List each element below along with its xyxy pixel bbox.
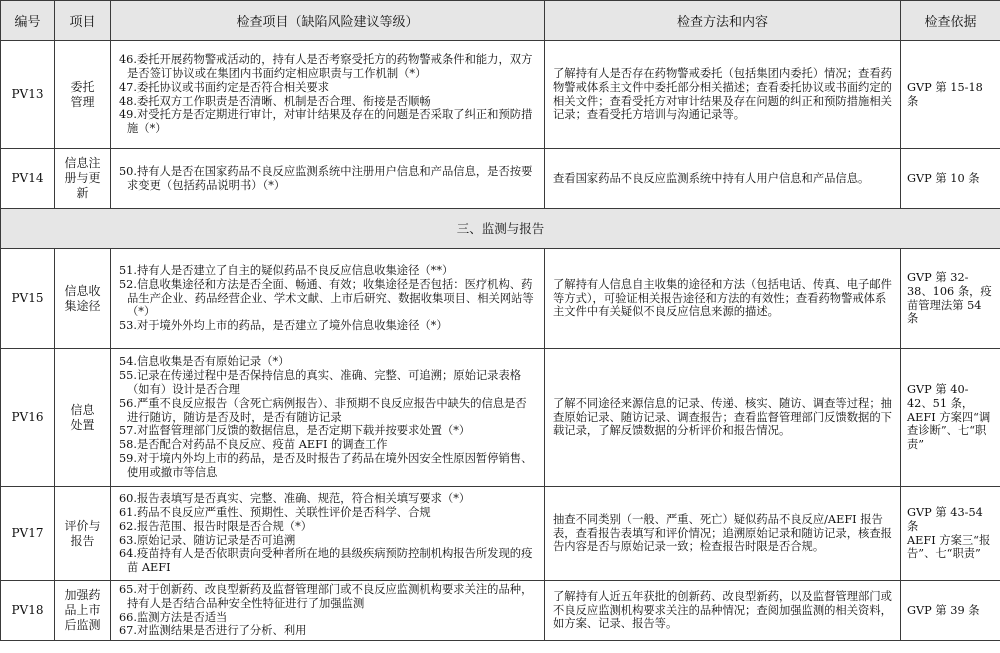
table-row-pv18	[1, 581, 1000, 641]
row-items	[111, 149, 545, 209]
row-basis: GVP 第 43-54 条 AEFI 方案三“报告”、七“职责”	[901, 487, 1000, 581]
check-item: 61.药品不良反应严重性、预期性、关联性评价是否科学、合规	[119, 505, 431, 519]
check-item: 67.对监测结果是否进行了分析、利用	[119, 624, 307, 638]
row-basis: GVP 第 10 条	[901, 149, 1000, 209]
check-item: 55.记录在传递过程中是否保持信息的真实、准确、完整、可追溯；原始记录表格（如有）设计是否合理	[119, 369, 522, 396]
row-method: 了解持有人近五年获批的创新药、改良型新药，以及监督管理部门或不良反应监测机构要求关注的品种情况；查阅加强监测的相关资料，如方案、记录、报告等。	[545, 581, 901, 641]
check-item: 66.监测方法是否适当	[119, 610, 228, 624]
section-row	[1, 209, 1000, 249]
row-method: 抽查不同类别（一般、严重、死亡）疑似药品不良反应/AEFI 报告表，查看报告表填写和评价情况；追溯原始记录和随访记录，核查报告内容是否与原始记录一致；检查报告时限是否合规。	[545, 487, 901, 581]
check-item: 54.信息收集是否有原始记录（*）	[119, 355, 290, 369]
check-item: 50.持有人是否在国家药品不良反应监测系统中注册用户信息和产品信息，是否按要求变更（包括药品说明书）（*）	[119, 164, 533, 192]
header-row	[1, 1, 1000, 41]
header-items: 检查项目（缺陷风险建议等级）	[111, 1, 545, 41]
section-title: 三、监测与报告	[1, 209, 1000, 249]
check-item: 47.委托协议或书面约定是否符合相关要求	[119, 80, 330, 94]
row-method: 了解不同途径来源信息的记录、传递、核实、随访、调查等过程；抽查原始记录、随访记录、调查报告；查看监督管理部门反馈数据的下载记录，了解反馈数据的分析评价和报告情况。	[545, 349, 901, 487]
check-item: 57.对监督管理部门反馈的数据信息，是否定期下载并按要求处置（*）	[119, 424, 471, 438]
row-items	[111, 249, 545, 349]
check-item: 56.严重不良反应报告（含死亡病例报告）、非预期不良反应报告中缺失的信息是否进行随访，随访是否及时，是否有随访记录	[119, 396, 527, 424]
row-items	[111, 41, 545, 149]
row-method: 了解持有人信息自主收集的途径和方法（包括电话、传真、电子邮件等方式），可验证相关报告途径和方法的有效性；查看药物警戒体系主文件中有关疑似不良反应信息来源的描述。	[545, 249, 901, 349]
check-item: 52.信息收集途径和方法是否全面、畅通、有效；收集途径是否包括：医疗机构、药品生产企业、药品经营企业、学术文献、上市后研究、数据收集项目、相关网站等（*）	[119, 277, 534, 319]
check-item: 46.委托开展药物警戒活动的，持有人是否考察受托方的药物警戒条件和能力，双方是否签订协议或在集团内书面约定相应职责与工作机制（*）	[119, 53, 533, 80]
row-items	[111, 487, 545, 581]
table-row-pv13	[1, 41, 1000, 149]
header-method: 检查方法和内容	[545, 1, 901, 41]
check-item: 65.对于创新药、改良型新药及监督管理部门或不良反应监测机构要求关注的品种，持有人是否结合品种安全性特征进行了加强监测	[119, 582, 533, 610]
table-row-pv14	[1, 149, 1000, 209]
row-code: PV18	[1, 581, 55, 641]
check-item: 51.持有人是否建立了自主的疑似药品不良反应信息收集途径（**）	[119, 264, 454, 277]
row-code: PV14	[1, 149, 55, 209]
row-category: 信息注 册与更 新	[55, 149, 111, 209]
table-row-pv16	[1, 349, 1000, 487]
header-basis: 检查依据	[901, 1, 1000, 41]
check-item: 49.对受托方是否定期进行审计，对审计结果及存在的问题是否采取了纠正和预防措施（*）	[119, 108, 533, 136]
header-code: 编号	[1, 1, 55, 41]
check-item: 60.报告表填写是否真实、完整、准确、规范，符合相关填写要求（*）	[119, 492, 471, 506]
check-item: 58.是否配合对药品不良反应、疫苗 AEFI 的调查工作	[119, 438, 388, 452]
table-row-pv17	[1, 487, 1000, 581]
check-item: 53.对于境外外均上市的药品，是否建立了境外信息收集途径（*）	[119, 319, 448, 333]
check-item: 48.委托双方工作职责是否清晰、机制是否合理、衔接是否顺畅	[119, 94, 431, 108]
check-item: 63.原始记录、随访记录是否可追溯	[119, 533, 296, 547]
row-category: 信息 处置	[55, 349, 111, 487]
row-code: PV13	[1, 41, 55, 149]
row-method: 了解持有人是否存在药物警戒委托（包括集团内委托）情况；查看药物警戒体系主文件中委托部分相关描述；查看委托协议或书面约定的相关文件；查看受托方对审计结果及存在问题的纠正和预防措施相关记录；查看受托方培训与沟通记录等。	[545, 41, 901, 149]
row-method: 查看国家药品不良反应监测系统中持有人用户信息和产品信息。	[545, 149, 901, 209]
row-basis: GVP 第 32-38、106 条，疫苗管理法第 54 条	[901, 249, 1000, 349]
row-basis: GVP 第 15-18 条	[901, 41, 1000, 149]
row-category: 信息收 集途径	[55, 249, 111, 349]
row-category: 评价与 报告	[55, 487, 111, 581]
header-category: 项目	[55, 1, 111, 41]
row-code: PV15	[1, 249, 55, 349]
row-items	[111, 349, 545, 487]
check-item: 59.对于境内外均上市的药品，是否及时报告了药品在境外因安全性原因暂停销售、使用或撤市等信息	[119, 451, 533, 479]
row-code: PV16	[1, 349, 55, 487]
table-row-pv15	[1, 249, 1000, 349]
row-basis: GVP 第 40-42、51 条，AEFI 方案四“调查诊断”、七“职责”	[901, 349, 1000, 487]
check-item: 62.报告范围、报告时限是否合规（*）	[119, 519, 313, 533]
check-item: 64.疫苗持有人是否依职责向受种者所在地的县级疾病预防控制机构报告所发现的疫苗 AEFI	[119, 547, 533, 575]
row-items	[111, 581, 545, 641]
row-category: 委托 管理	[55, 41, 111, 149]
row-basis: GVP 第 39 条	[901, 581, 1000, 641]
row-category: 加强药 品上市 后监测	[55, 581, 111, 641]
row-code: PV17	[1, 487, 55, 581]
